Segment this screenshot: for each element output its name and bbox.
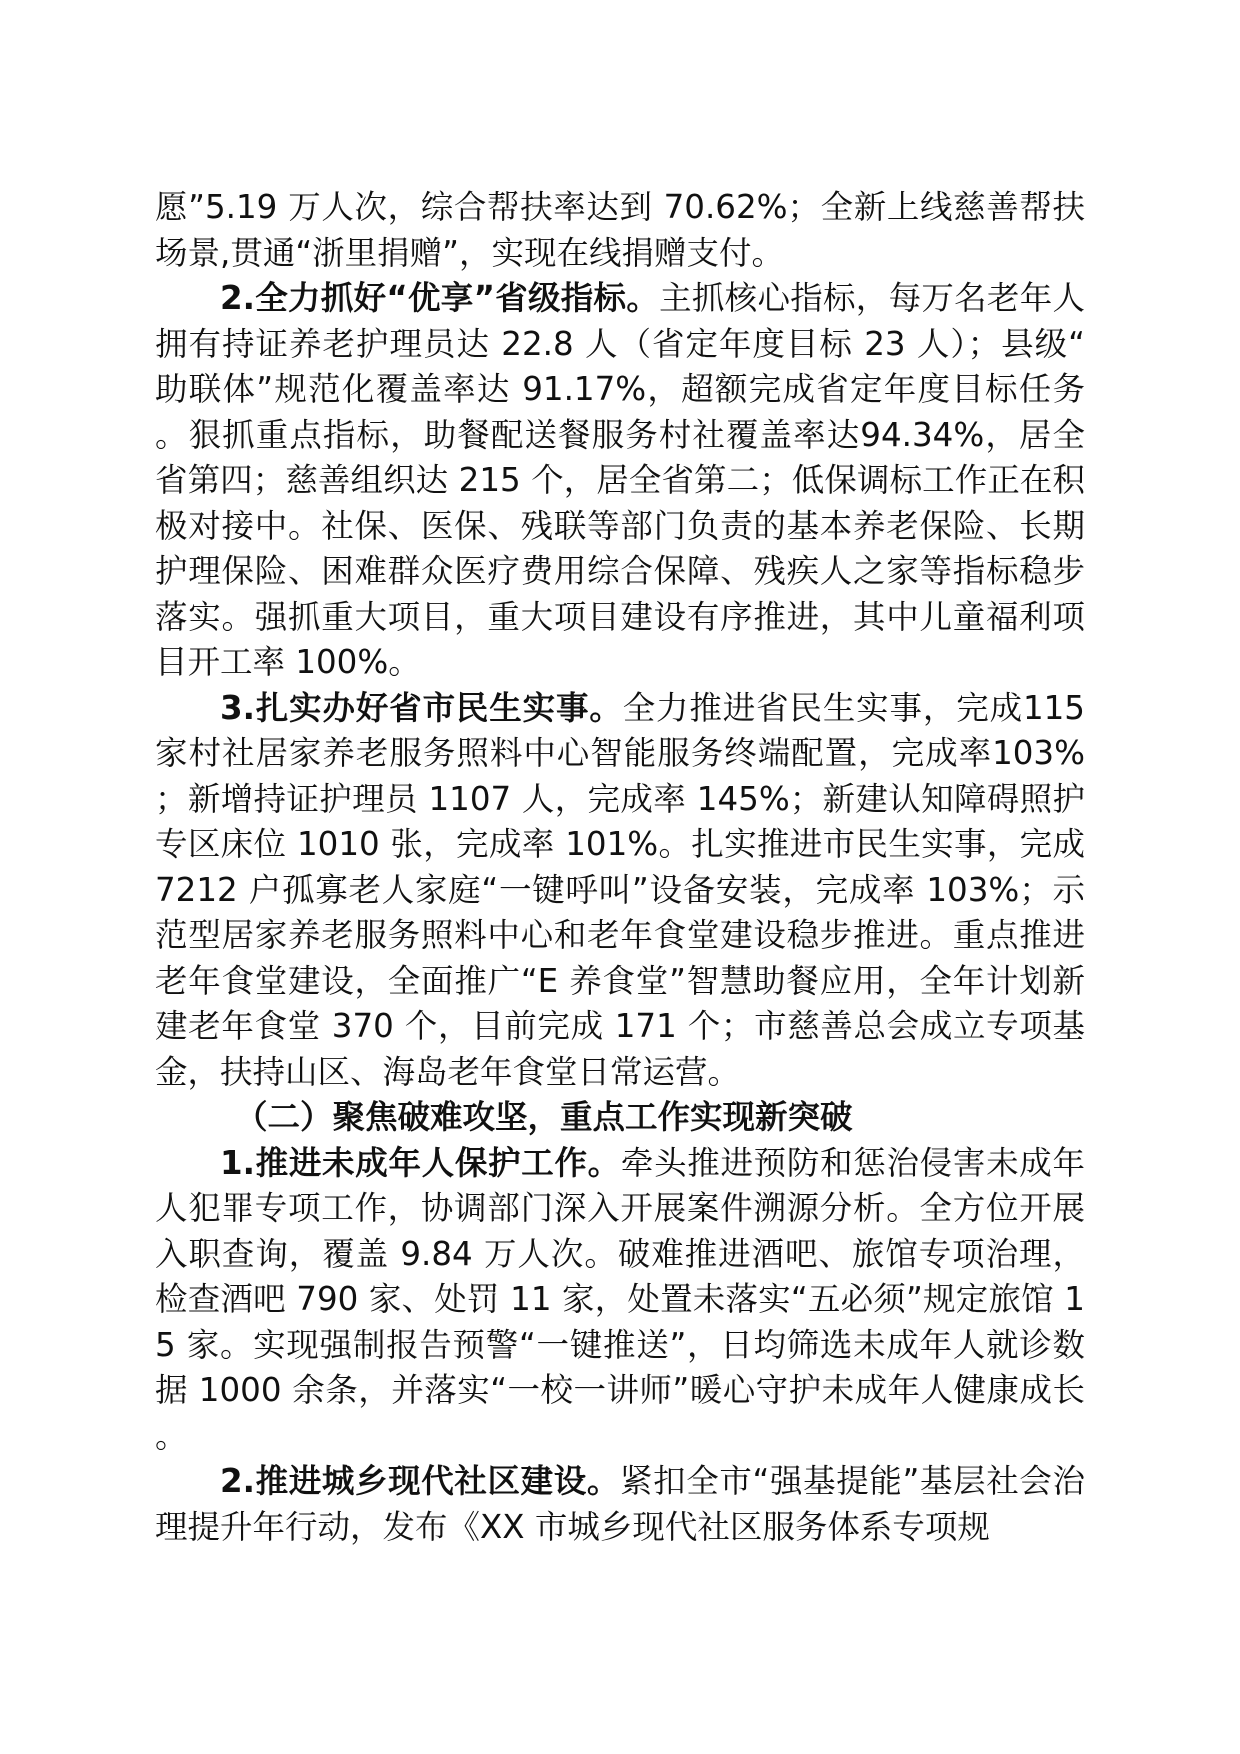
paragraph-livelihood-projects	[155, 686, 1085, 1096]
paragraph-text: 牵头推进预防和惩治侵害未成年人犯罪专项工作，协调部门深入开展案件溯源分析。全方位开展入职查询，覆盖 9.84 万人次。破难推进酒吧、旅馆专项治理，检查酒吧 790 家、处罚 11 家，处置未落实“五必须”规定旅馆 15 家。实现强制报告预警“一键推送”，日均筛选未成年人就诊数据 1000 余条，并落实“一校一讲师”暖心守护未成年人健康成长。	[155, 1143, 1085, 1455]
paragraph-text: 全力推进省民生实事，完成115 家村社居家养老服务照料中心智能服务终端配置，完成率103%；新增持证护理员 1107 人，完成率 145%；新建认知障碍照护专区床位 1010 张，完成率 101%。扎实推进市民生实事，完成 7212 户孤寡老人家庭“一键呼叫”设备安装，完成率 103%；示范型居家养老服务照料中心和老年食堂建设稳步推进。重点推进老年食堂建设，全面推广“E 养食堂”智慧助餐应用，全年计划新建老年食堂 370 个，目前完成 171 个；市慈善总会成立专项基金，扶持山区、海岛老年食堂日常运营。	[155, 688, 1085, 1091]
document-page	[155, 185, 1085, 1550]
paragraph-minor-protection	[155, 1141, 1085, 1460]
paragraph-text: 愿”5.19 万人次，综合帮扶率达到 70.62%；全新上线慈善帮扶场景,贯通“浙里捐赠”，实现在线捐赠支付。	[155, 188, 1085, 272]
paragraph-lead-heading: 1.推进未成年人保护工作。	[220, 1143, 621, 1182]
paragraph-continuation	[155, 185, 1085, 276]
paragraph-lead-heading: 2.全力抓好“优享”省级指标。	[220, 279, 660, 317]
paragraph-lead-heading: 2.推进城乡现代社区建设。	[220, 1462, 621, 1500]
paragraph-community-building	[155, 1459, 1085, 1550]
paragraph-lead-heading: 3.扎实办好省市民生实事。	[220, 688, 623, 727]
paragraph-text: 主抓核心指标，每万名老年人拥有持证养老护理员达 22.8 人（省定年度目标 23 人）；县级“助联体”规范化覆盖率达 91.17%，超额完成省定年度目标任务。狠抓重点指标，助餐配送餐服务村社覆盖率达94.34%，居全省第四；慈善组织达 215 个，居全省第二；低保调标工作正在积极对接中。社保、医保、残联等部门负责的基本养老保险、长期护理保险、困难群众医疗费用综合保障、残疾人之家等指标稳步落实。强抓重大项目，重大项目建设有序推进，其中儿童福利项目开工率 100%。	[155, 279, 1085, 681]
paragraph-text: 紧扣全市“强基提能”基层社会治理提升年行动，发布《XX 市城乡现代社区服务体系专项规	[155, 1462, 1085, 1546]
paragraph-elderly-indicators	[155, 276, 1085, 686]
section-heading: （二）聚焦破难攻坚，重点工作实现新突破	[235, 1098, 853, 1136]
